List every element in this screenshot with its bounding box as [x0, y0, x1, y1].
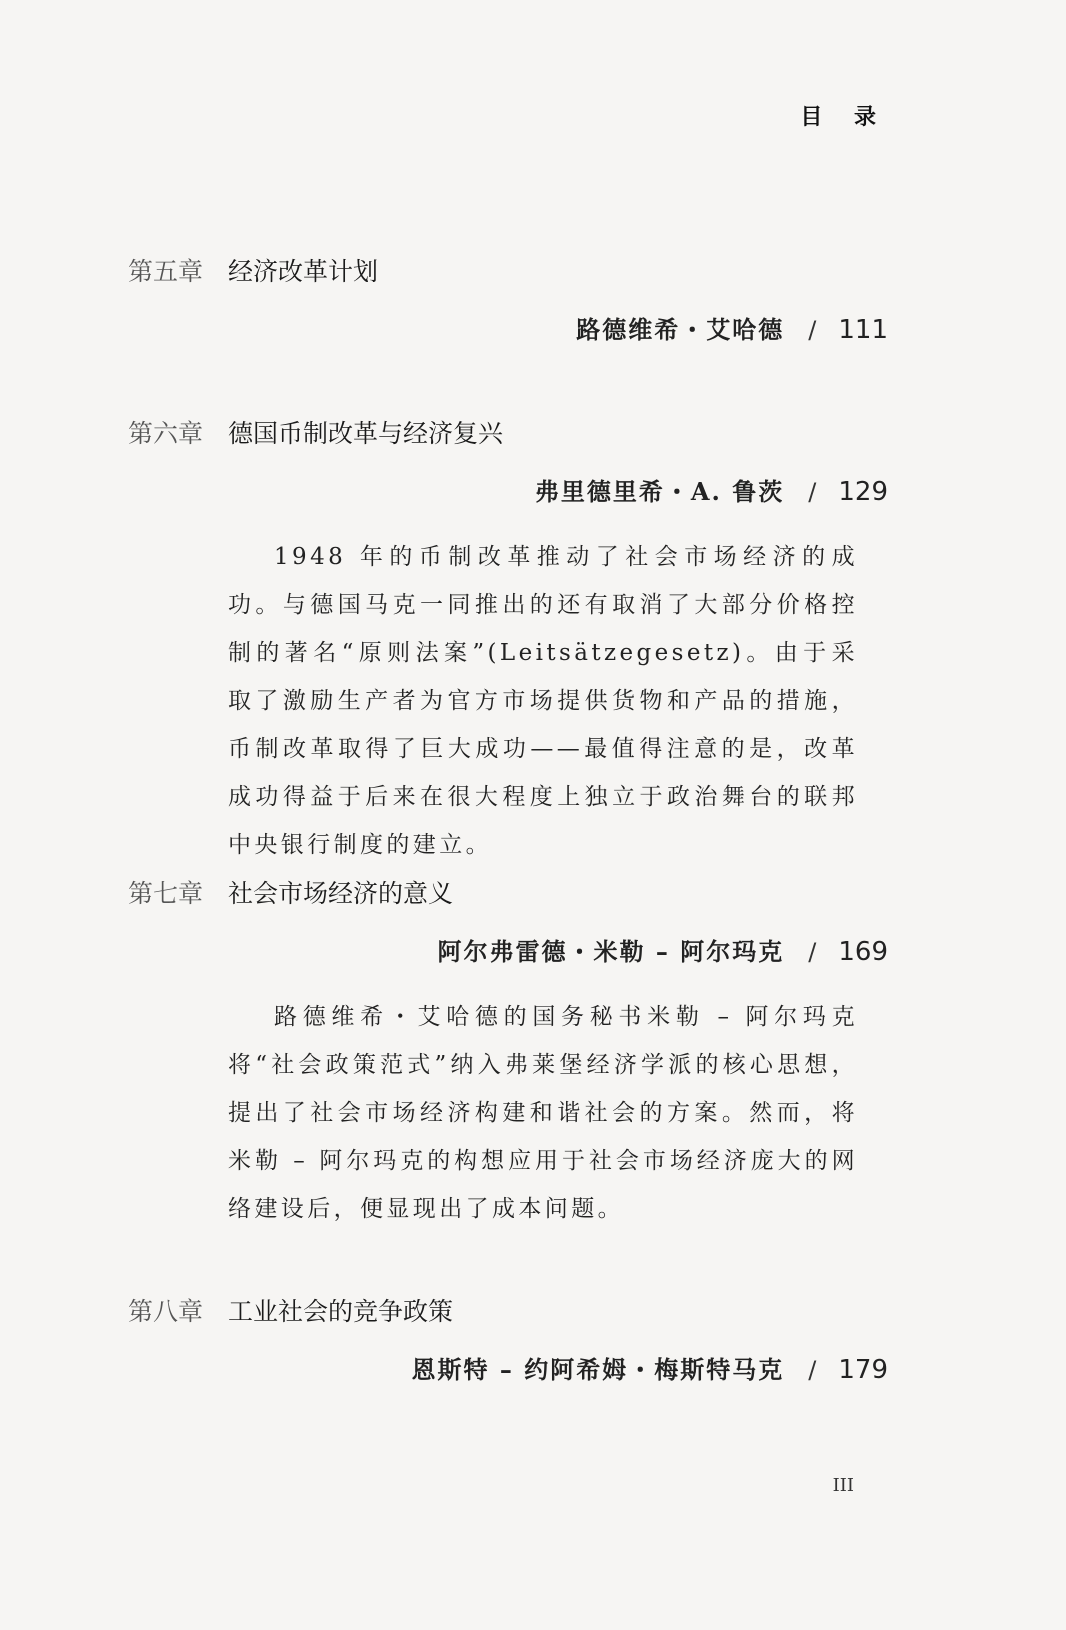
chapter-title: 德国币制改革与经济复兴: [228, 419, 504, 448]
chapter-number: 第五章: [128, 257, 204, 286]
chapter-number: 第六章: [128, 419, 204, 448]
chapter-entry-6: [128, 414, 888, 869]
chapter-entry-5: [128, 252, 888, 345]
chapter-heading: [128, 874, 888, 910]
separator: /: [808, 1356, 817, 1384]
separator: /: [808, 938, 817, 966]
chapter-title: 经济改革计划: [228, 257, 379, 286]
chapter-number: 第八章: [128, 1297, 204, 1326]
chapter-summary: 1948 年的币制改革推动了社会市场经济的成功。与德国马克一同推出的还有取消了大部分价格控制的著名“原则法案”(Leitsätzegesetz)。由于采取了激励生产者为官方市场提供货物和产品的措施，币制改革取得了巨大成功——最值得注意的是，改革成功得益于后来在很大程度上独立于政治舞台的联邦中央银行制度的建立。: [228, 544, 858, 858]
chapter-title: 工业社会的竞争政策: [228, 1297, 454, 1326]
chapter-heading: [128, 1292, 888, 1328]
separator: /: [808, 478, 817, 506]
author-name: 路德维希・艾哈德: [576, 315, 785, 344]
author-line: [128, 472, 888, 507]
author-line: [128, 932, 888, 967]
author-name: 恩斯特 – 约阿希姆・梅斯特马克: [411, 1355, 785, 1384]
page-reference: 179: [838, 1355, 888, 1385]
chapter-number: 第七章: [128, 879, 204, 908]
running-header: 目 录: [800, 105, 888, 130]
author-name: 阿尔弗雷德・米勒 – 阿尔玛克: [437, 937, 785, 966]
chapter-entry-7: [128, 874, 888, 1233]
page-reference: 129: [838, 477, 888, 507]
author-line: [128, 1350, 888, 1385]
chapter-heading: [128, 414, 888, 450]
page-number: III: [832, 1475, 854, 1496]
author-line: [128, 310, 888, 345]
page-reference: 111: [838, 315, 888, 345]
chapter-summary: 路德维希・艾哈德的国务秘书米勒 – 阿尔玛克将“社会政策范式”纳入弗莱堡经济学派的核心思想，提出了社会市场经济构建和谐社会的方案。然而，将米勒 – 阿尔玛克的构想应用于社会市场经济庞大的网络建设后，便显现出了成本问题。: [228, 1004, 858, 1222]
separator: /: [808, 316, 817, 344]
author-name: 弗里德里希・A. 鲁茨: [534, 477, 785, 506]
chapter-entry-8: [128, 1292, 888, 1385]
chapter-title: 社会市场经济的意义: [228, 879, 454, 908]
page-reference: 169: [838, 937, 888, 967]
chapter-heading: [128, 252, 888, 288]
